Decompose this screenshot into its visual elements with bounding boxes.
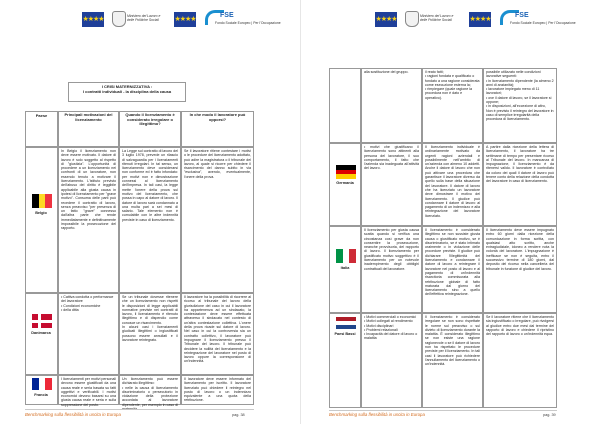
fse-brand: FSE	[515, 12, 529, 19]
table-cell: • Motivi commerciali o economici • Motivi collegati al rendimento • Motivi disciplinari • Problemi relazionali • Incapacità del datore di lavoro o malattia	[361, 313, 422, 408]
fse-logo	[500, 10, 576, 28]
country-cell	[329, 68, 361, 143]
country-cell	[329, 143, 361, 226]
country-cell	[25, 375, 58, 405]
country-cell	[25, 293, 58, 375]
republic-emblem-icon	[112, 11, 126, 27]
country-cell	[329, 226, 361, 313]
country-cell	[25, 147, 58, 293]
flag-italy-icon	[336, 249, 356, 263]
eu-flag-icon: ★★★★	[174, 12, 196, 27]
flag-netherlands-icon	[336, 317, 356, 329]
table-cell: Il licenziamento individuale è ordinariamente motivato da urgenti ragioni aziendali e possibilmente nell'ambito di un'azienda con almeno 10 addetti. Anche il datore di lavoro che non può attivare una procedura che garantisce il lavoratore diverso da quello sulla base della situazione del lavoratore. Il datore di lavoro che ha licenziato un lavoratore deve dimostrare il motivo del licenziamento. Il giudice può condannare il datore di lavoro al pagamento di un indennizzo e alla reintegrazione del lavoratore licenziato.	[422, 143, 483, 226]
republic-emblem-icon	[405, 11, 419, 27]
page-left	[0, 0, 300, 424]
page-header	[301, 8, 601, 32]
table-cell: • motivi che giustificano il licenziamento sono attinenti alla persona del lavoratore, il suo comportamento, il fatto che l'azienda sia inadeguata all'attività del lavoro.	[361, 143, 422, 226]
table-cell: possibile utilizzato nelle condizioni lavorative seguenti: • in licenziamento dipendente (la almeno 2 anni di anzianità); • lavoratore impiegato meno di 11 lavoratori; • ove il datore di lavoro, se il lavoratore si oppone; • in disposizioni, all'eccezione di altro, Non è previsto il reintegro del lavoratore in caso di semplice irregolarità della procedura di licenziamento.	[483, 68, 557, 143]
table-cell: Se il lavoratore ritiene che il licenziamento sia ingiustificato o irregolare, può rivolgersi al giudice entro due mesi dal termine del rapporto di lavoro e chiedere il ripristino del rapporto di lavoro o un'indennità equa.	[483, 313, 557, 408]
table-cell: In Belgio il licenziamento non deve essere motivato. Il datore di lavoro è solo soggetto al rispetto di "giustizia". L'opportunità di procedere a un licenziamento nei confronti di un lavoratore, non essendo tenuto a motivare il licenziamento. L'istituto previsto dell'abuso del diritto è leggibile applicabile alla giusta causa in ipotesi di licenziamento per "grave motivo". Consuma delle parti può recedere il contratto di lavoro, senza preavviso "per presenza di un fatto "grave" connesso dall'altra parte che rende immediatamente e definitivamente impossibile la prosecuzione del rapporto.	[58, 147, 119, 293]
flag-denmark-icon	[32, 314, 52, 328]
eu-flag-icon: ★★★★	[469, 12, 491, 27]
table-cell: Il licenziamento è considerato irregolare se non sono rispettate le norme sul preavviso o sul divieto di licenziamento durante la malattia. È considerato illegittimo se non esiste una ragione ragionevole o se il datore di lavoro non ha rispettato le procedure previste per il licenziamento. In tali casi il lavoratore può richiedere l'annullamento del licenziamento o un'indennità.	[422, 313, 483, 408]
table-cell: Il lavoratore deve essere informato del licenziamento per iscritto. Il lavoratore licenziato può chiedere il reintegro nel posto di lavoro o un indennizzo equivalente a una quota della retribuzione.	[181, 375, 254, 405]
col-header-motivazioni: Principali motivazioni del licenziamento	[58, 111, 119, 147]
fse-brand: FSE	[220, 12, 234, 19]
page-right	[300, 0, 601, 424]
table-cell: Se il lavoratore ritiene contestare i motivi o le procedure del licenziamento adottato, può adire la magistratura o il tribunale del lavoro, al quale si ricorre per chiedere il risarcimento del danno subito in via "esclusiva", avendo, eventualmente, l'onere della prova.	[181, 147, 254, 293]
flag-france-icon	[32, 378, 52, 390]
col-header-paese: Paese	[25, 111, 58, 147]
table-cell: La Legge sul contratto di lavoro del 3 luglio 1978, prevede un rilascio di salvaguardia per i licenziamenti ritenuti irregolari. In tal senso, un licenziamento deve considerarsi non conforme ed è fatto infondato: per motivi non e dimostrazione connessi al licenziamento dell'impresa. In tali casi, la legge mette l'onere della prova sul motivo del licenziamento, che possa in capo al datore di lavoro. Il datore di lavoro sarà condannato a una multa pari a sei mesi di salario. Tale elemento non è cumulabile con le altre indennità previste in caso di licenziamento.	[119, 147, 181, 293]
fse-tagline: Fondo Sociale Europeo | Per l'Occupazione	[510, 21, 576, 25]
country-name: Germania	[336, 181, 354, 185]
flag-belgium-icon	[32, 194, 52, 208]
page-number: pag. 39	[543, 413, 556, 417]
country-name: Francia	[34, 393, 48, 397]
eu-flag-icon: ★★★★	[82, 12, 104, 27]
eu-flag-icon: ★★★★	[375, 12, 397, 27]
table-cell: alla sostituzione del gruppo.	[361, 68, 422, 143]
country-name: Italia	[340, 266, 350, 270]
footer-title: Benchmarking sulla flessibilità in uscita in Europa	[329, 412, 425, 417]
table-cell: Se un tribunale dovesse ritenere che un licenziamento non rispetti le disposizioni di legge applicabili normative previste nei contratti di lavoro, il licenziamento è ritenuto illegittimo e di dispendio come conosce un risarcimento. In alcuni casi i licenziamenti giudicati illegittimi o ingiustificati possono essere annullati e il lavoratore reintegrato.	[119, 293, 181, 375]
fse-tagline: Fondo Sociale Europeo | Per l'Occupazione	[215, 21, 281, 25]
table-cell: Il licenziamento è considerato illegittimo se non sussiste giusta causa o giustificato motivo, se è discriminatorio, se è stato intimato oralmente o in violazione delle procedure previste. Il giudice può dichiarare l'illegittimità del licenziamento e condannare il datore di lavoro a reintegrare il lavoratore nel posto di lavoro e al pagamento di un'indennità risarcitoria commisurata alla retribuzione globale di fatto maturata dal giorno del licenziamento sino a quello dell'effettiva reintegrazione.	[422, 226, 483, 313]
table-cell: Il licenziamento per giusta causa scatta quando si verifica una circostanza così grave da non consentire la prosecuzione, neanche provvisoria, del rapporto di lavoro. Il licenziamento per giustificato motivo soggettivo è il licenziamento per un notevole inadempimento degli obblighi contrattuali del lavoratore.	[361, 226, 422, 313]
table-cell: • Cattiva condotta o performance del lavoratore • Condizioni economiche • della ditta	[58, 293, 119, 375]
col-header-quando: Quando il licenziamento è considerato irregolare o illegittimo?	[119, 111, 181, 147]
footer-title: Benchmarking sulla flessibilità in uscita in Europa	[25, 412, 121, 417]
country-name: Belgio	[35, 211, 47, 215]
table-cell: il reato fatti; • ragioni fondata e qualificato o fondato a una ragione considerata come esecuzione esterna la; • rimpiegare (quale ragione la procedura non è dato e operativo).	[422, 68, 483, 143]
flag-germany-icon	[336, 165, 356, 179]
table-cell: I licenziamenti per motivi personali devono essere giustificati da una causa reale e seria basata su fatti oggettivi e verificabili. I motivi economici devono basarsi su una giusta causa reale e seria e sulla soppressione del posto.	[58, 375, 119, 405]
page-number: pag. 38	[232, 413, 245, 417]
section-title: I CRISI MATERNIZZATIVA : I contratti individuali - la disciplina della causa	[68, 82, 186, 102]
fse-logo	[205, 10, 281, 28]
table-cell: Un licenziamento può essere dichiarato illegittimo: • nelle la causa di licenziamento discriminatorio o persecutorio in violazione della protezione accordata al lavoratore dipendente, per esempio in caso di maternità.	[119, 375, 181, 405]
footer-rule	[25, 409, 254, 410]
ministry-name: Ministero del Lavoro e delle Politiche Sociali	[127, 14, 161, 22]
col-header-opporsi: In che modo il lavoratore può opporsi?	[181, 111, 254, 147]
country-cell	[329, 313, 361, 408]
table-cell: Il licenziamento deve essere impugnato entro 60 giorni dalla ricezione della comunicazione in forma scritta, con qualsiasi atto scritto, anche extragiudiziale, idoneo a rendere nota la volontà del lavoratore. L'impugnazione è inefficace se non è seguita, entro il successivo termine di 180 giorni, dal deposito del ricorso nella cancelleria del tribunale in funzione di giudice del lavoro.	[483, 226, 557, 313]
table-cell: A partire dalla ricezione della lettera di licenziamento, il lavoratore ha tre settimane di tempo per presentare ricorso al Tribunale del lavoro. In mancanza di impugnazione, il licenziamento è da ritenersi valido. Il lavoratore è controllato da coloro dei quali il datore di lavoro può tenere conto della relazione della condotta del lavoratore in caso di licenziamento.	[483, 143, 557, 226]
footer-rule	[329, 410, 557, 411]
country-name: Danimarca	[31, 331, 51, 335]
page-header	[0, 8, 300, 32]
country-name: Paesi Bassi	[334, 332, 356, 336]
table-cell: Il lavoratore ha la possibilità di ricorrere al ricorso al tribunale del lavoro della giurisdizione del caso in cui il lavoratore ha appartenenza ad un sindacato, la contestazione deve essere effettuata attraverso il sindacato nel contesto di un'altra contestazione collettiva. L'onere della prova ricade sul datore di lavoro. Nel caso in cui la controversia sia un contratto collettivo, il lavoratore può impugnare il licenziamento presso il Tribunale del lavoro. Il tribunale può decidere la nullità del licenziamento e la reintegrazione del lavoratore nel posto di lavoro oppure la corresponsione di un'indennità.	[181, 293, 254, 375]
ministry-name: Ministero del Lavoro e delle Politiche Sociali	[420, 14, 454, 22]
